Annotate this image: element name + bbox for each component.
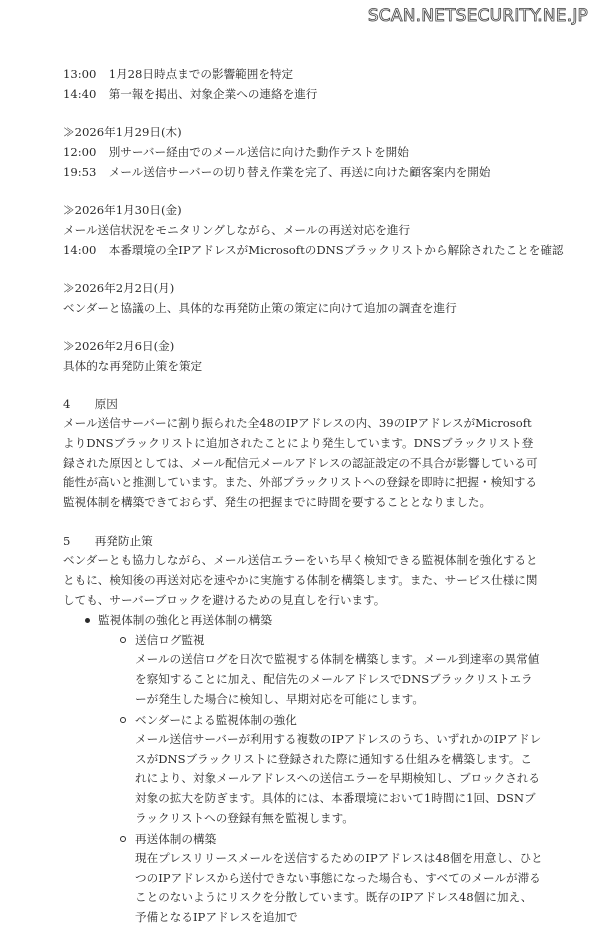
section-heading-prevention [63,531,543,551]
entry-time: 19:53 [63,165,97,179]
section-prevention-body: ベンダーとも協力しながら、メール送信エラーをいち早く検知できる監視体制を強化するとともに、検知後の再送対応を速やかに実施する体制を構築します。また、サービス仕様に関しても、サーバーブロックを避けるための見直しを行います。 [63,552,538,607]
timeline-date: ≫2026年1月30日(金) [63,203,182,217]
entry-text: 1月28日時点までの影響範囲を特定 [108,67,294,81]
timeline-note: ベンダーと協議の上、具体的な再発防止策の策定に向けて追加の調査を進行 [63,301,457,315]
entry-time: 13:00 [63,67,97,81]
entry-text: 第一報を掲出、対象企業への連絡を進行 [108,87,318,101]
sub-item-body: メールの送信ログを日次で監視する体制を構築します。メール到達率の異常値を察知することに加え、配信先のメールアドレスでDNSブラックリストエラーが発生した場合に検知し、早期対応を可能にします。 [135,652,540,706]
entry-time: 14:40 [63,87,97,101]
section-number: 4 [63,397,71,411]
section-title: 原因 [94,397,118,411]
site-watermark: SCAN.NETSECURITY.NE.JP [367,6,588,26]
sub-item-title [63,829,543,849]
timeline-entry [63,162,543,182]
entry-time: 14:00 [63,243,97,257]
sub-item-title [63,710,543,730]
bullet-item [63,610,543,630]
section-cause-body: メール送信サーバーに割り振られた全48のIPアドレスの内、39のIPアドレスがMicrosoftよりDNSブラックリストに追加されたことにより発生しています。DNSブラックリスト登録された原因としては、メール配信元メールアドレスの認証設定の不具合が影響している可能性が高いと推測しています。また、外部ブラックリストへの登録を即時に把握・検知する監視体制を構築できておらず、発生の把握までに時間を要することとなりました。 [63,416,538,510]
sub-item-title-text: 送信ログ監視 [135,633,205,648]
sub-item-body: 現在プレスリリースメールを送信するためのIPアドレスは48個を用意し、ひとつのIPアドレスから送付できない事態になった場合も、すべてのメールが滞ることのないようにリスクを分散しています。既存のIPアドレス48個に加え、予備となるIPアドレスを追加で [135,850,543,925]
timeline-entry [63,64,543,84]
bullet-text: 監視体制の強化と再送体制の構築 [98,613,272,628]
timeline-note: メール送信状況をモニタリングしながら、メールの再送対応を進行 [63,223,411,237]
circle-bullet-icon [120,717,126,723]
sub-item-body: メール送信サーバーが利用する複数のIPアドレスのうち、いずれかのIPアドレスがDNSブラックリストに登録された際に通知する仕組みを構築します。これにより、対象メールアドレスへの送信エラーを早期検知し、ブロックされる対象の拡大を防ぎます。具体的には、本番環境において1時間に1回、DSNブラックリストへの登録有無を監視します。 [135,731,542,825]
timeline-entry [63,142,543,162]
document-body [63,64,564,928]
bullet-icon [85,618,90,623]
entry-text: 別サーバー経由でのメール送信に向けた動作テストを開始 [108,145,409,159]
section-heading-cause [63,394,543,414]
sub-item-title-text: 再送体制の構築 [135,831,217,846]
entry-text: 本番環境の全IPアドレスがMicrosoftのDNSブラックリストから解除されたことを確認 [108,243,564,257]
entry-time: 12:00 [63,145,97,159]
timeline-note: 具体的な再発防止策を策定 [63,359,203,373]
circle-bullet-icon [120,836,126,842]
timeline-entry [63,84,543,104]
timeline-date: ≫2026年1月29日(木) [63,125,182,139]
sub-item-title-text: ベンダーによる監視体制の強化 [135,712,297,727]
section-title: 再発防止策 [94,533,153,548]
timeline-date: ≫2026年2月6日(金) [63,339,175,353]
timeline-entry [63,240,564,260]
section-number: 5 [63,533,71,548]
timeline-date: ≫2026年2月2日(月) [63,281,175,295]
sub-item-title [63,630,543,650]
circle-bullet-icon [120,637,126,643]
entry-text: メール送信サーバーの切り替え作業を完了、再送に向けた顧客案内を開始 [108,165,491,179]
